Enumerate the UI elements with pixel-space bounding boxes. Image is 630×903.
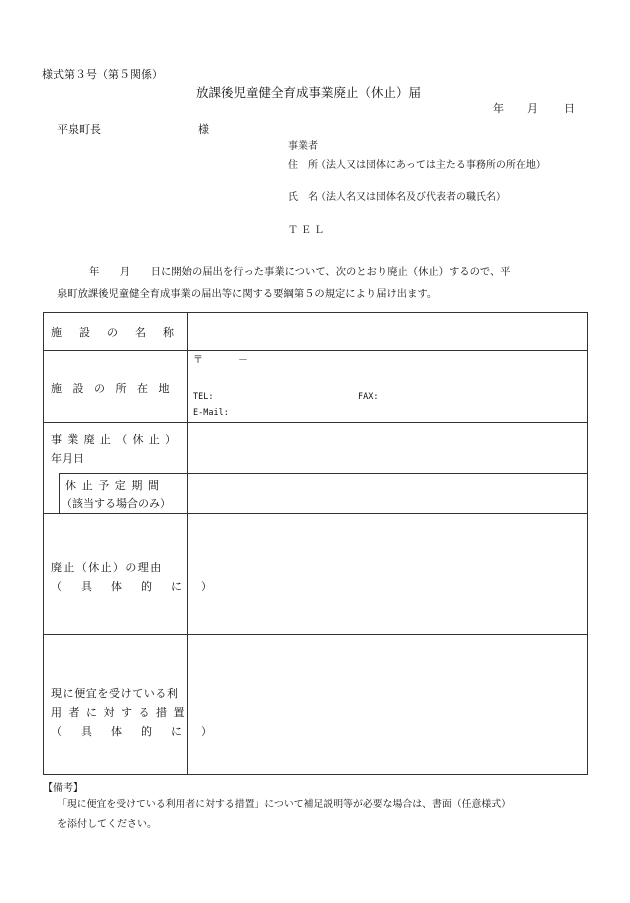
suspension-period-label: 休止予定期間 [65,479,165,492]
page-title: 放課後児童健全育成事業廃止（休止）届 [196,85,422,100]
facility-email-label: E-Mail: [193,408,229,418]
applicant-address-label: 住 所 [288,160,318,171]
reason-label-2: （具体的に） [51,580,231,593]
closure-date-label-2: 年月日 [51,452,84,465]
applicant-address-note: （法人又は団体にあっては主たる事務所の所在地） [316,160,546,171]
postal-dash: － [238,355,248,366]
reason-field[interactable] [189,515,585,633]
form-number: 様式第３号（第５関係） [42,68,163,81]
applicant-label: 事業者 [288,141,318,152]
applicant-name-note: （法人名又は団体名及び代表者の職氏名） [316,192,506,203]
addressee-name: 平泉町長 [57,123,101,136]
date-year-label: 年 [493,102,504,115]
applicant-name-label: 氏 名 [288,192,318,203]
remarks-line-2: を添付してください。 [57,819,157,830]
closure-date-label: 事業廃止（休止） [51,433,182,446]
measures-label: 現に便宜を受けている利 [51,687,179,700]
remarks-line-1: 「現に便宜を受けている利用者に対する措置」について補足説明等が必要な場合は、書面（任意様式） [57,799,512,810]
facility-name-field[interactable] [189,314,585,349]
suspension-period-field[interactable] [189,475,585,512]
remarks-heading: 【備考】 [43,783,83,794]
facility-name-label: 施設の名称 [51,326,191,339]
measures-label-3: （具体的に） [51,725,231,738]
closure-date-field[interactable] [189,424,585,472]
date-day-label: 日 [564,102,575,115]
date-month-label: 月 [527,102,538,115]
applicant-tel-label: ＴＥＬ [288,225,327,236]
facility-tel-label: TEL: [193,392,214,402]
suspension-period-note: （該当する場合のみ） [61,497,171,510]
postal-mark: 〒 [193,355,203,366]
reason-label: 廃止（休止）の理由 [51,561,163,574]
body-line-2: 泉町放課後児童健全育成事業の届出等に関する要綱第５の規定により届け出ます。 [57,288,438,300]
measures-field[interactable] [189,636,585,773]
facility-address-label: 施設の所在地 [51,382,180,395]
facility-address-field[interactable] [189,352,585,420]
body-line-1: 年 月 日に開始の届出を行った事業について、次のとおり廃止（休止）するので、平 [89,266,511,278]
facility-fax-label: FAX: [358,392,379,402]
addressee-suffix: 様 [198,123,209,136]
measures-label-2: 用者に対する措置 [51,706,191,719]
